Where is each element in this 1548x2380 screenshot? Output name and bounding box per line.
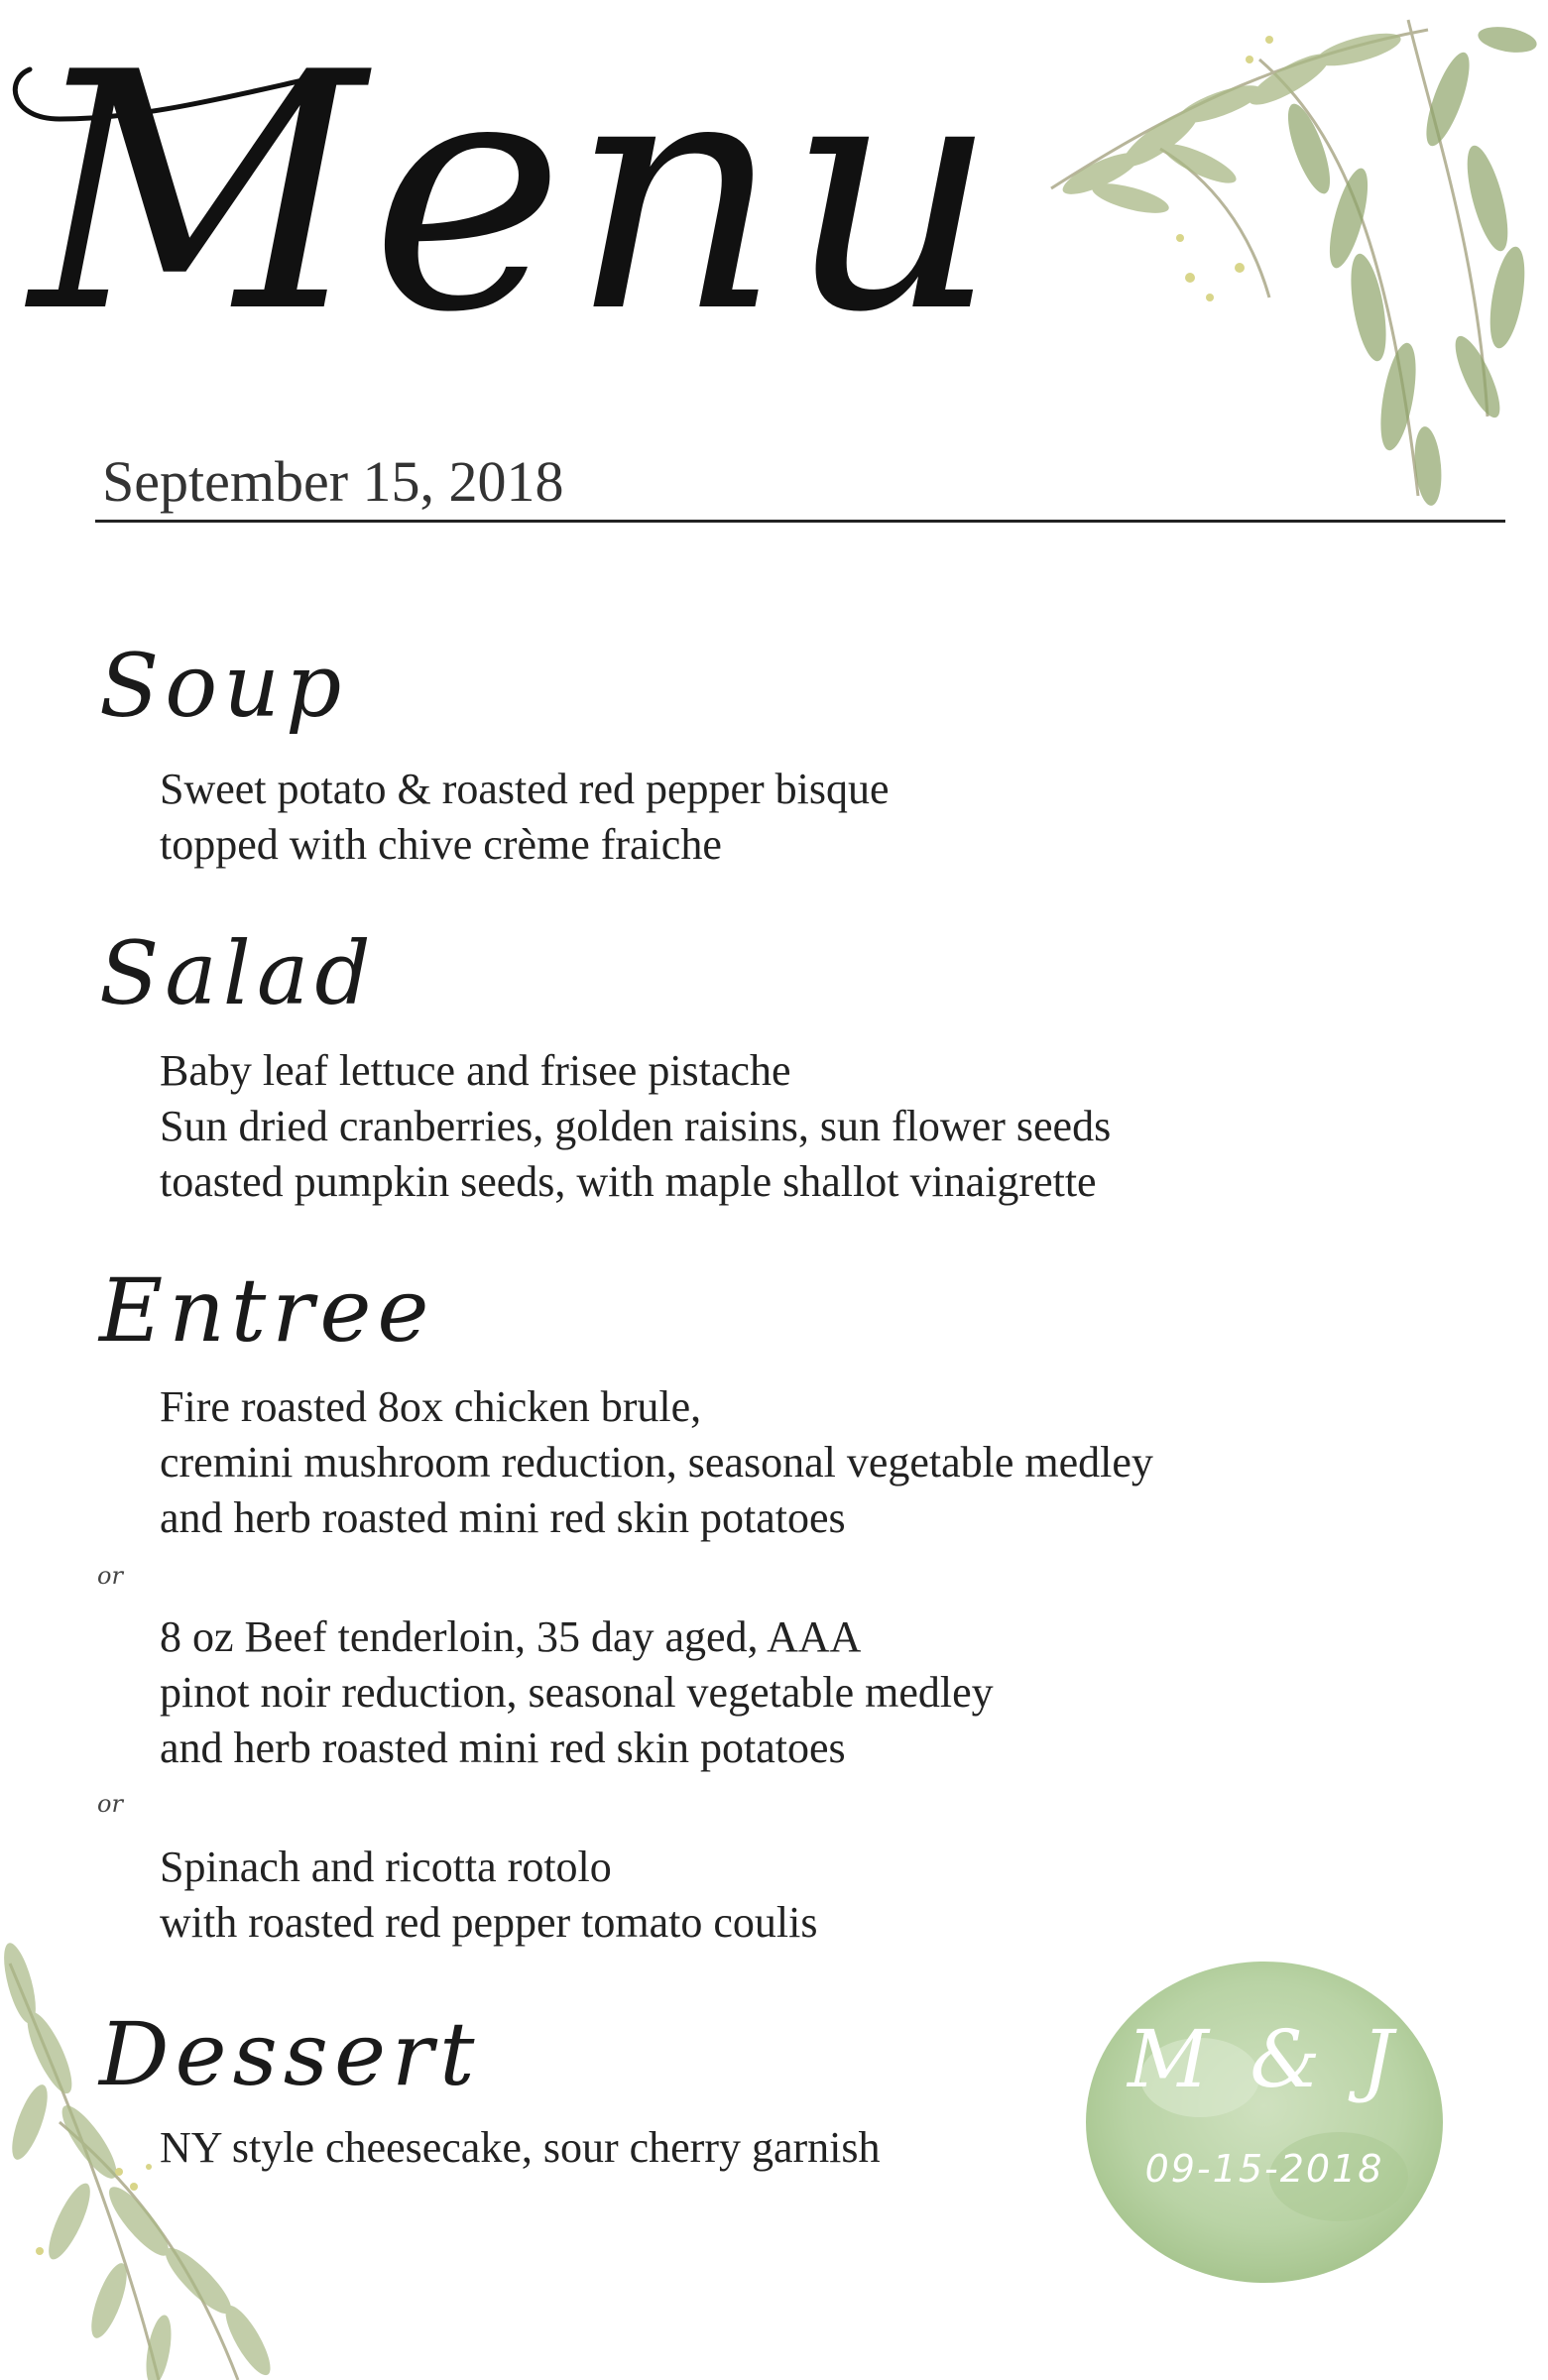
- entree-chicken-line: Fire roasted 8ox chicken brule,: [160, 1382, 702, 1431]
- page-title: Menu: [30, 3, 1005, 384]
- seal-date: 09-15-2018: [1144, 2147, 1384, 2191]
- or-separator: or: [97, 1790, 123, 1818]
- section-heading-dessert: Dessert: [99, 2003, 481, 2105]
- soup-item-line: Sweet potato & roasted red pepper bisque: [160, 765, 890, 813]
- seal-watercolor-circle: [1081, 1959, 1448, 2286]
- section-heading-soup: Soup: [99, 635, 348, 737]
- entree-beef-line: 8 oz Beef tenderloin, 35 day aged, AAA: [160, 1612, 862, 1661]
- section-heading-salad: Salad: [99, 922, 377, 1024]
- soup-item-line: topped with chive crème fraiche: [160, 820, 722, 869]
- entree-chicken-line: and herb roasted mini red skin potatoes: [160, 1493, 846, 1542]
- dessert-item-line: NY style cheesecake, sour cherry garnish: [160, 2123, 881, 2172]
- event-date: September 15, 2018: [102, 449, 564, 514]
- header-divider: [95, 520, 1505, 523]
- monogram-seal: [1081, 1959, 1448, 2286]
- or-separator: or: [97, 1562, 123, 1590]
- salad-item-line: Sun dried cranberries, golden raisins, sun flower seeds: [160, 1102, 1112, 1150]
- salad-item-line: Baby leaf lettuce and frisee pistache: [160, 1046, 791, 1095]
- entree-beef-line: pinot noir reduction, seasonal vegetable medley: [160, 1668, 994, 1717]
- entree-rotolo-line: Spinach and ricotta rotolo: [160, 1843, 612, 1891]
- seal-initials: M & J: [1127, 2013, 1402, 2105]
- entree-rotolo-line: with roasted red pepper tomato coulis: [160, 1898, 818, 1947]
- section-heading-entree: Entree: [99, 1259, 435, 1362]
- foliage-top-decoration: [1012, 0, 1548, 516]
- entree-beef-line: and herb roasted mini red skin potatoes: [160, 1724, 846, 1772]
- salad-item-line: toasted pumpkin seeds, with maple shallot vinaigrette: [160, 1157, 1097, 1206]
- entree-chicken-line: cremini mushroom reduction, seasonal vegetable medley: [160, 1438, 1153, 1487]
